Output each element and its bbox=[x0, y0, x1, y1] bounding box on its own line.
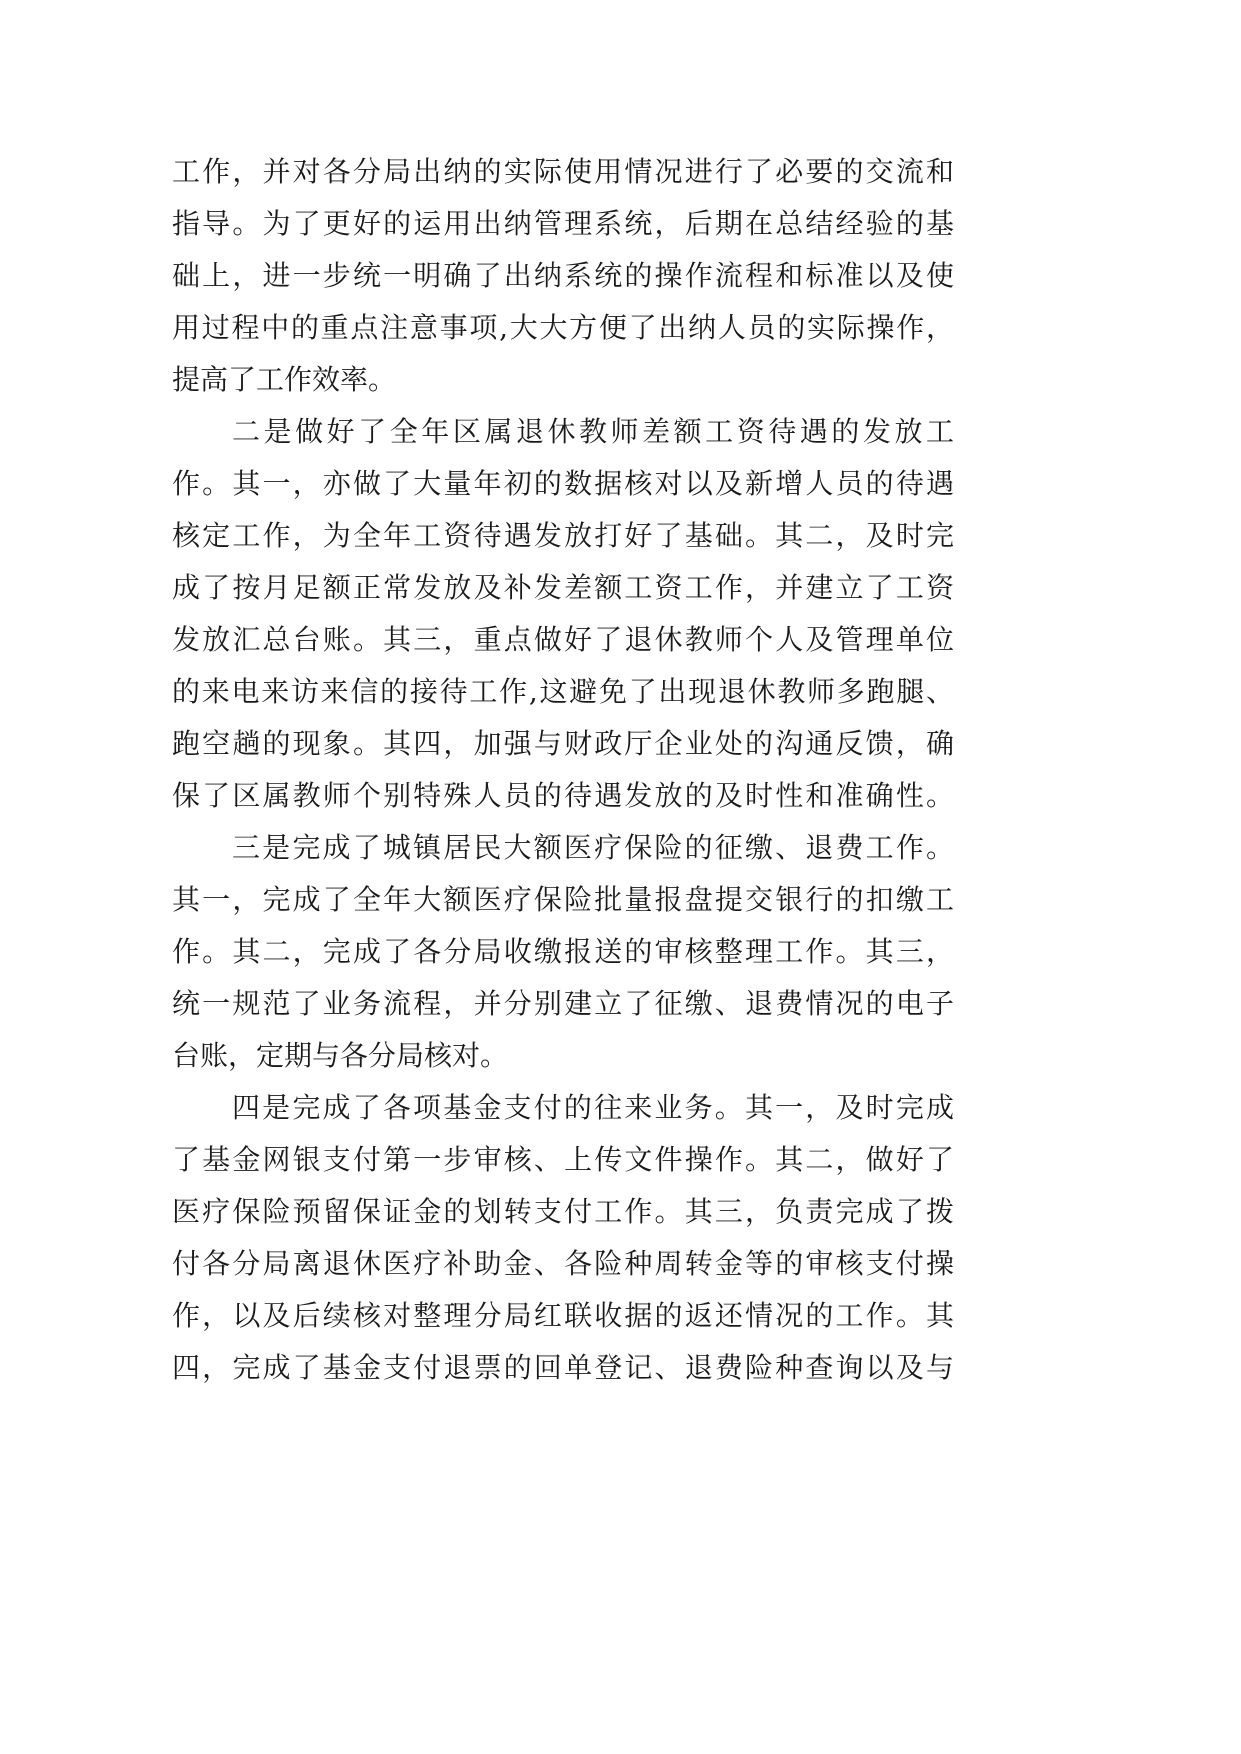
paragraph-continuation bbox=[172, 146, 954, 406]
text-line: 的来电来访来信的接待工作,这避免了出现退休教师多跑腿、 bbox=[172, 675, 954, 708]
text-line: 用过程中的重点注意事项,大大方便了出纳人员的实际操作， bbox=[172, 311, 954, 344]
text-line: 四是完成了各项基金支付的往来业务。其一，及时完成 bbox=[232, 1091, 954, 1124]
text-line: 四，完成了基金支付退票的回单登记、退费险种查询以及与 bbox=[172, 1351, 954, 1384]
text-line: 保了区属教师个别特殊人员的待遇发放的及时性和准确性。 bbox=[172, 779, 954, 812]
text-line: 医疗保险预留保证金的划转支付工作。其三，负责完成了拨 bbox=[172, 1195, 954, 1228]
paragraph-item-three bbox=[172, 822, 954, 1082]
text-line: 台账，定期与各分局核对。 bbox=[172, 1039, 509, 1072]
text-line: 础上，进一步统一明确了出纳系统的操作流程和标准以及使 bbox=[172, 259, 954, 292]
document-body bbox=[172, 146, 954, 1394]
text-line: 跑空趟的现象。其四，加强与财政厅企业处的沟通反馈，确 bbox=[172, 727, 954, 760]
text-line: 付各分局离退休医疗补助金、各险种周转金等的审核支付操 bbox=[172, 1247, 954, 1280]
text-line: 作。其一，亦做了大量年初的数据核对以及新增人员的待遇 bbox=[172, 467, 954, 500]
text-line: 核定工作，为全年工资待遇发放打好了基础。其二，及时完 bbox=[172, 519, 954, 552]
text-line: 其一，完成了全年大额医疗保险批量报盘提交银行的扣缴工 bbox=[172, 883, 954, 916]
text-line: 统一规范了业务流程，并分别建立了征缴、退费情况的电子 bbox=[172, 987, 954, 1020]
text-line: 成了按月足额正常发放及补发差额工资工作，并建立了工资 bbox=[172, 571, 954, 604]
text-line: 三是完成了城镇居民大额医疗保险的征缴、退费工作。 bbox=[232, 831, 954, 864]
text-line: 工作，并对各分局出纳的实际使用情况进行了必要的交流和 bbox=[172, 155, 954, 188]
paragraph-item-four bbox=[172, 1082, 954, 1394]
paragraph-item-two bbox=[172, 406, 954, 822]
text-line: 作，以及后续核对整理分局红联收据的返还情况的工作。其 bbox=[172, 1299, 954, 1332]
text-line: 提高了工作效率。 bbox=[172, 363, 397, 396]
text-line: 指导。为了更好的运用出纳管理系统，后期在总结经验的基 bbox=[172, 207, 954, 240]
text-line: 二是做好了全年区属退休教师差额工资待遇的发放工 bbox=[232, 415, 954, 448]
text-line: 了基金网银支付第一步审核、上传文件操作。其二，做好了 bbox=[172, 1143, 954, 1176]
text-line: 作。其二，完成了各分局收缴报送的审核整理工作。其三， bbox=[172, 935, 954, 968]
text-line: 发放汇总台账。其三，重点做好了退休教师个人及管理单位 bbox=[172, 623, 954, 656]
